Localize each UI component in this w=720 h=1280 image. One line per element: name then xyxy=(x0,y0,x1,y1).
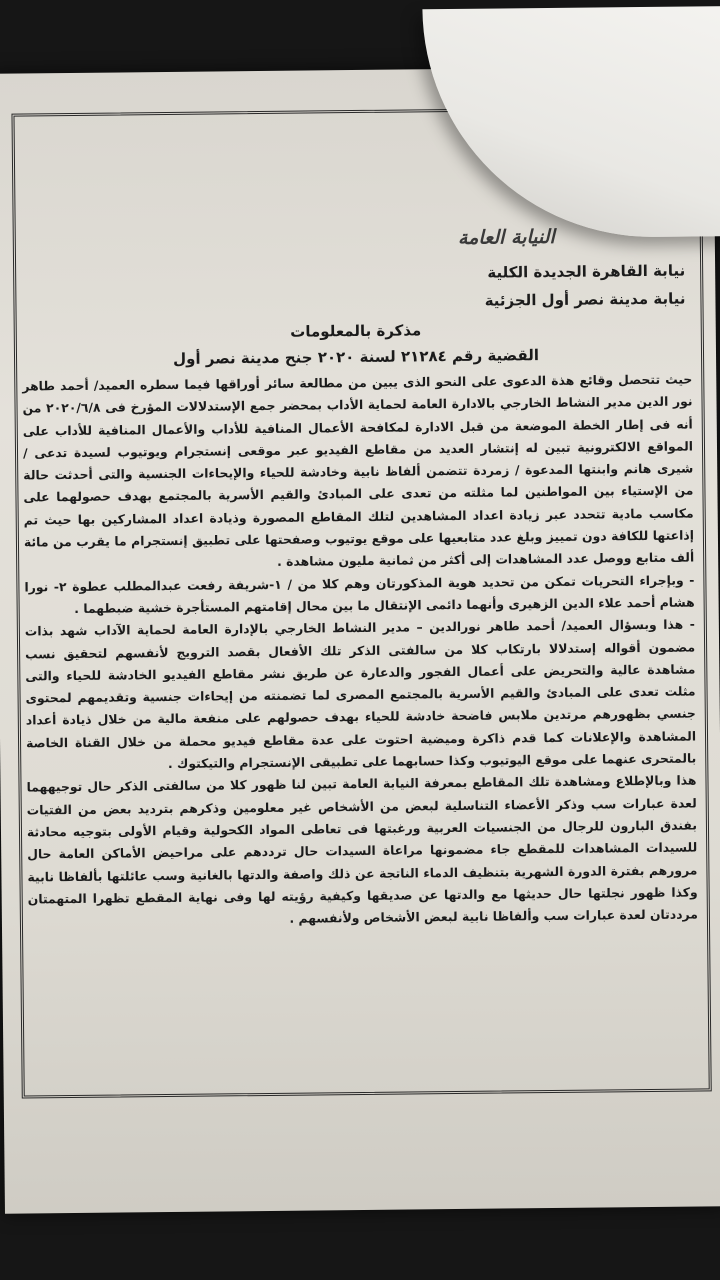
paragraph-investigation: - وبإجراء التحريات تمكن من تحديد هوية المذكورتان وهم كلا من / ١-شريفة رفعت عبدالمطلب عطوة ٢- نورا هشام أحمد علاء الدين الزهيرى وأنهما دائمى الإنتقال ما بين محال إقامتهم المستأجرة خشية ضبطهما . xyxy=(25,572,696,616)
paragraph-review: هذا وبالإطلاع ومشاهدة تلك المقاطع بمعرفة النيابة العامة تبين لنا ظهور كلا من سالفتى الذكر حال توجيههما لعدة عبارات سب وذكر الأعضاء التناسلية لبعض من الأشخاص غير معلومين وذكرهم بترديد بعض من الفتيات بفندق البارون للرجال من الجنسيات العربية ورغبتها فى تعاطى المواد الكحولية وقيام الأولى بتوجيه محادثة للسيدات المشاهدات للمقطع جاء مضمونها مراعاة السيدات حال ترددهم على مراحيض الأماكن العامة حال مرورهم بفترة الدورة الشهرية بتنظيف الدماء الناتجة عن ذلك واصفة والدتها بالغانية وسب عائلتها بألفاظا نابية وكذا ظهور نجلتها حال حديثها مع والدتها عن صديقها وكيفية رؤيته لها وفى نهاية المقطع تظهرا المتهمتان مرددتان لعدة عبارات سب وألفاظا نابية لبعض الأشخاص ولأنفسهم . xyxy=(27,772,699,926)
paragraph-testimony: - هذا وبسؤال العميد/ أحمد طاهر نورالدين – مدير النشاط الخارجي بالإدارة العامة لحماية الآداب شهد بذات مضمون أقواله إستدلالا بارتكاب كلا من سالفتى الذكر تلك الأفعال بقصد الترويج لأنفسهم لتحقيق نسب مشاهدة عالية والتحريض على أعمال الفجور والدعارة عن طريق نشر مقاطع الفيديو الخادشة للحياء والتى مثلت تعدى على المبادئ والقيم الأسرية بالمجتمع المصرى لما تضمنته من إيحاءات جنسية وتقديمهم لمحتوى جنسي بظهورهم مرتدين ملابس فاضحة خادشة للحياء بهدف حصولهم على منفعة مالية من خلال ذيادة أعداد المشاهدة والإعلانات كما قدم ذاكرة وميضية احتوت على عدة مقاطع فيديو محملة من خلال القناة الخاصة بالمتحرى عنهما على موقع اليوتيوب وكذا حسابهما على تطبيقى الإنستجرام والتيكتوك . xyxy=(25,616,698,772)
office-name: النيابة العامة xyxy=(458,225,556,249)
memo-body xyxy=(23,368,699,932)
memo-title: مذكرة بالمعلومات xyxy=(291,321,423,341)
paragraph-facts: حيث تتحصل وقائع هذة الدعوى على النحو الذى يبين من مطالعة سائر أوراقها فيما سطره العميد/ أحمد طاهر نور الدين مدير النشاط الخارجي بالادارة العامة لحماية الأداب بمحضر جمع الإستدلالات المؤرخ فى ٢٠٢٠/٦/٨ من أنه فى إطار الخطة الموضعة من قبل الادارة لمكافحة الأعمال المنافية للأداب والأعمال المنافية للأداب على المواقع الالكترونية تبين له إنتشار العديد من مقاطع الفيديو عبر موقعى إنستجرام ويوتيوب لسيدة تدعى / شيرى هانم وابنتها المدعوة / زمردة تتضمن ألفاظ نابية وخادشة للحياء والإيحاءات الجنسية والتى أحدثت حالة من الإستياء بين المواطنين لما مثلته من تعدى على المبادئ والقيم الأسرية بالمجتمع بهدف حصولهما على مكاسب مادية تتحدد عبر زيادة اعداد المشاهدين لتلك المقاطع المصورة وذيادة اعداد المشاركين بها حيث تم إذاعتها للكافة دون تمييز وبلغ عدد متابعيها على موقع يوتيوب وصفحتها على تطبيق إنستجرام ما يقرب من مائة ألف متابع ووصل عدد المشاهدات إلى أكثر من ثمانية مليون مشاهدة . xyxy=(23,371,696,570)
header-block xyxy=(485,257,686,315)
header-line-2: نيابة مدينة نصر أول الجزئية xyxy=(485,289,687,310)
document-page xyxy=(0,66,720,1213)
office-logo-text xyxy=(459,226,556,249)
header-line-1: نيابة القاهرة الجديدة الكلية xyxy=(488,261,687,282)
case-number-line: القضية رقم ٢١٢٨٤ لسنة ٢٠٢٠ جنح مدينة نصر أول xyxy=(174,346,541,368)
memo-heading xyxy=(0,314,717,374)
